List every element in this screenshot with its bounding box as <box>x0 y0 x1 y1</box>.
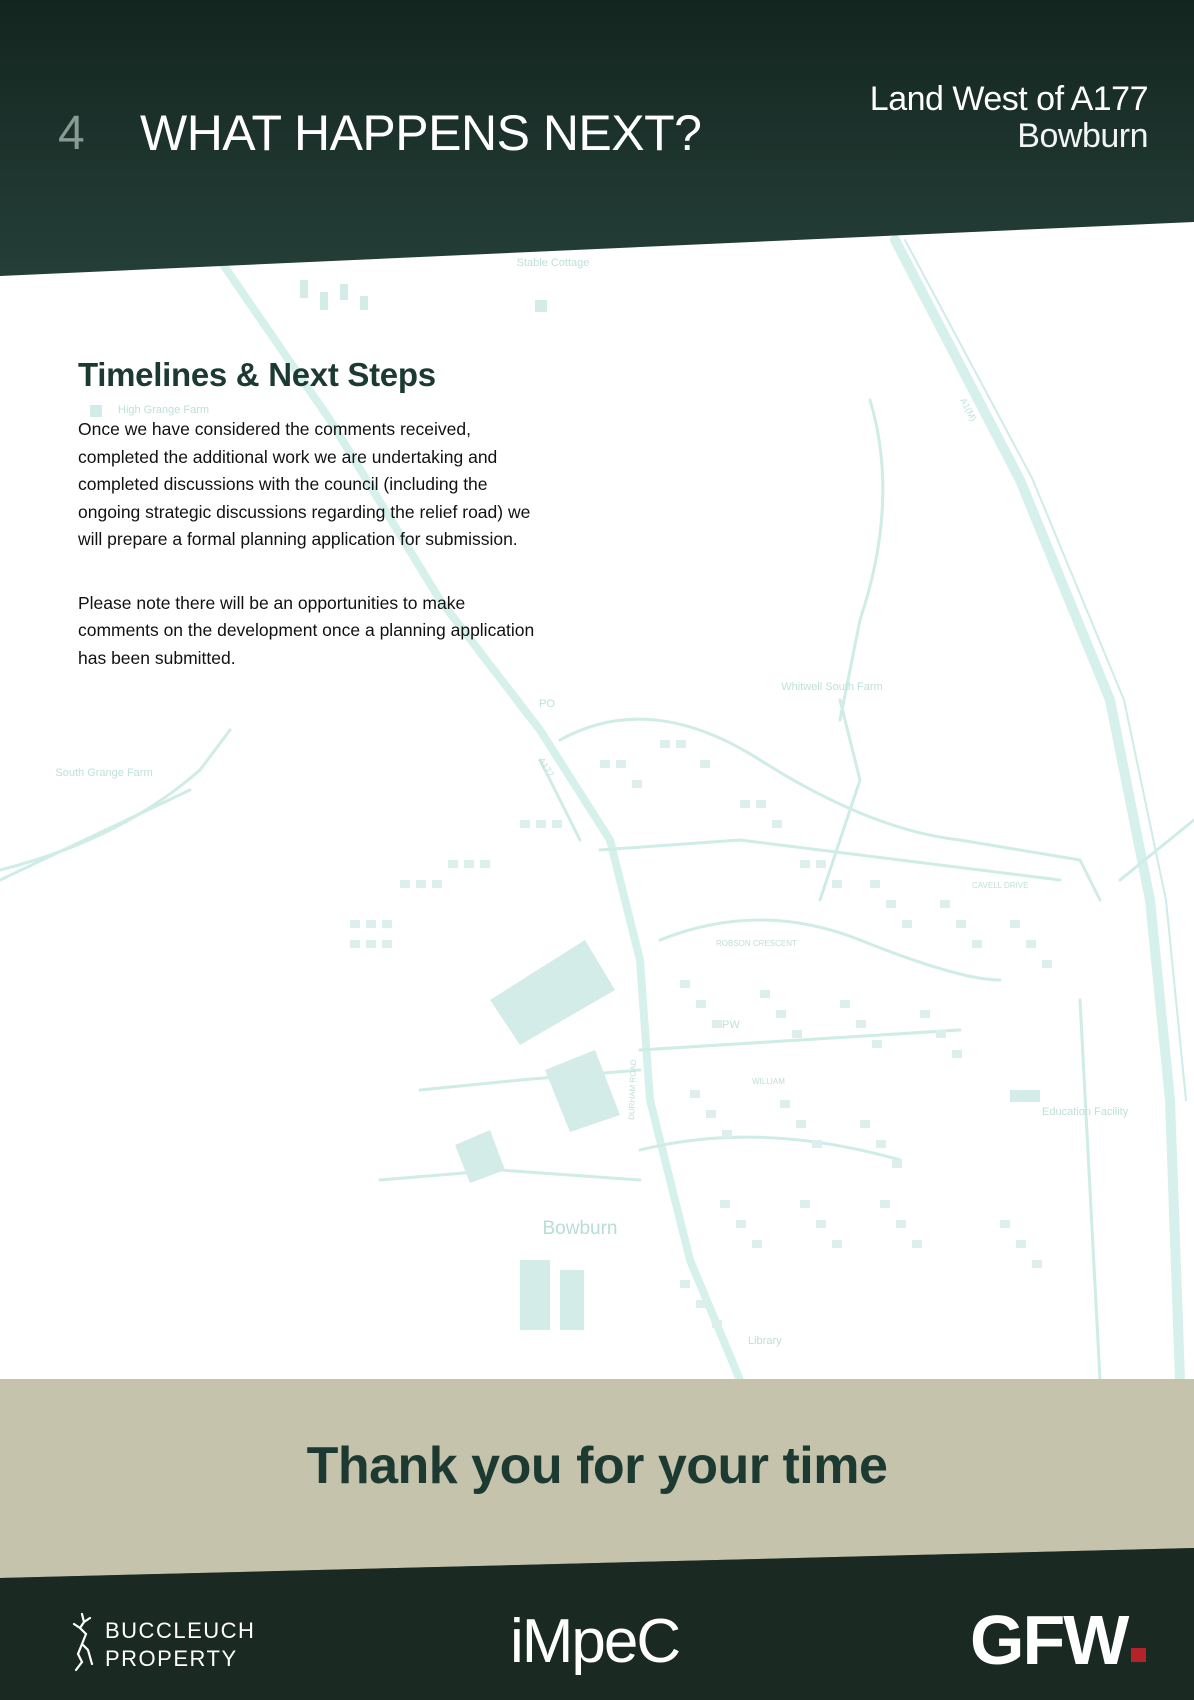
map-label-high-grange-farm: High Grange Farm <box>118 404 210 416</box>
site-place: Bowburn <box>1017 117 1148 155</box>
buccleuch-line1: BUCCLEUCH <box>105 1618 256 1643</box>
gfw-logo: GFW <box>970 1601 1128 1679</box>
thank-you-message: Thank you for your time <box>306 1437 888 1495</box>
map-label-whitwell-south-farm: Whitwell South Farm <box>781 681 883 693</box>
map-label-education-facility: Education Facility <box>1042 1106 1129 1118</box>
map-label-cavell-drive: CAVELL DRIVE <box>972 881 1029 890</box>
buccleuch-stag-icon <box>68 1610 108 1674</box>
map-label-a1m: A1(M) <box>958 396 979 423</box>
site-name: Land West of A177 <box>869 80 1148 118</box>
map-label-a177: A177 <box>536 755 556 779</box>
paragraph-timeline: Once we have considered the comments received, completed the additional work we are undertaking and completed discussions with the council (including the ongoing strategic discussions regarding the relief road) we will prepare a formal planning application for submission. <box>78 419 531 549</box>
map-label-stable-cottage: Stable Cottage <box>516 257 590 269</box>
site-heading <box>870 80 1148 154</box>
map-label-pw: PW <box>722 1019 740 1031</box>
map-label-bowburn: Bowburn <box>542 1218 618 1239</box>
paragraph-note: Please note there will be an opportunities to make comments on the development once a planning application has been submitted. <box>78 592 535 668</box>
section-heading: Timelines & Next Steps <box>78 356 436 393</box>
page-title: WHAT HAPPENS NEXT? <box>140 105 702 161</box>
map-label-robson-crescent: ROBSON CRESCENT <box>716 939 797 948</box>
impec-logo: iMpeC <box>510 1607 680 1676</box>
buccleuch-line2: PROPERTY <box>105 1646 238 1671</box>
map-label-po: PO <box>539 698 555 710</box>
map-label-south-grange-farm: South Grange Farm <box>55 767 153 779</box>
map-label-library: Library <box>748 1335 782 1347</box>
section-number: 4 <box>58 107 85 160</box>
map-label-durham-road: DURHAM ROAD <box>627 1059 639 1121</box>
buccleuch-logo-text <box>105 1617 255 1673</box>
main-content <box>78 356 538 708</box>
map-label-william-street: WILLIAM <box>752 1077 785 1086</box>
gfw-logo-dot <box>1131 1648 1146 1662</box>
